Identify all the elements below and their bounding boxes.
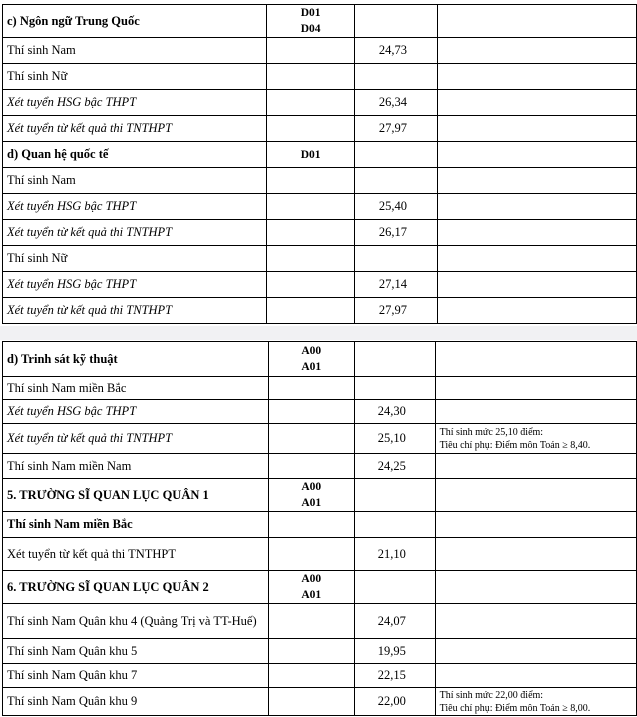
table-row bbox=[3, 342, 637, 377]
note-cell bbox=[437, 90, 637, 116]
note-line: Tiêu chí phụ: Điểm môn Toán ≥ 8,00. bbox=[439, 702, 591, 714]
note-cell bbox=[437, 194, 637, 220]
score-cell: 22,15 bbox=[354, 664, 435, 688]
note-cell bbox=[435, 538, 636, 571]
score-cell: 27,97 bbox=[355, 298, 437, 324]
score-cell: 26,34 bbox=[355, 90, 437, 116]
subject-code: D01 bbox=[300, 148, 321, 161]
subject-codes-cell bbox=[266, 142, 355, 168]
row-label: Thí sinh Nam Quân khu 4 (Quảng Trị và TT-Huế) bbox=[3, 604, 269, 639]
subject-codes-cell bbox=[266, 64, 355, 90]
note-cell bbox=[435, 571, 636, 604]
note-line: Thí sinh mức 22,00 điểm: bbox=[439, 689, 544, 701]
subject-codes-cell bbox=[268, 639, 354, 664]
subject-codes-cell bbox=[268, 664, 354, 688]
row-label: 5. TRƯỜNG SĨ QUAN LỤC QUÂN 1 bbox=[3, 479, 269, 512]
subject-codes-cell bbox=[268, 479, 354, 512]
note-cell bbox=[435, 688, 636, 716]
note-cell bbox=[435, 639, 636, 664]
subject-codes-cell bbox=[266, 90, 355, 116]
table-row bbox=[3, 38, 637, 64]
subject-code: A00 bbox=[301, 481, 322, 493]
score-cell bbox=[355, 142, 437, 168]
subject-code: A01 bbox=[301, 497, 322, 509]
table-row bbox=[3, 142, 637, 168]
subject-codes-cell bbox=[268, 377, 354, 400]
subject-codes-cell bbox=[266, 246, 355, 272]
table-row bbox=[3, 246, 637, 272]
row-label: d) Trinh sát kỹ thuật bbox=[3, 342, 269, 377]
note-cell bbox=[437, 246, 637, 272]
subject-codes-cell bbox=[268, 571, 354, 604]
table-row bbox=[3, 90, 637, 116]
note-cell bbox=[437, 168, 637, 194]
note-cell bbox=[435, 454, 636, 479]
row-label: Xét tuyển HSG bậc THPT bbox=[3, 400, 269, 424]
row-label: Xét tuyển HSG bậc THPT bbox=[3, 194, 267, 220]
score-cell: 24,25 bbox=[354, 454, 435, 479]
score-cell bbox=[355, 5, 437, 38]
note-cell bbox=[435, 664, 636, 688]
score-cell: 21,10 bbox=[354, 538, 435, 571]
note-cell bbox=[437, 298, 637, 324]
table-row bbox=[3, 298, 637, 324]
subject-codes-cell bbox=[266, 5, 355, 38]
subject-code: A00 bbox=[301, 345, 322, 357]
score-cell bbox=[355, 64, 437, 90]
subject-codes-cell bbox=[266, 272, 355, 298]
score-cell bbox=[354, 377, 435, 400]
note-cell bbox=[435, 604, 636, 639]
row-label: Thí sinh Nam bbox=[3, 168, 267, 194]
row-label: Thí sinh Nữ bbox=[3, 246, 267, 272]
row-label: Xét tuyển từ kết quả thi TNTHPT bbox=[3, 116, 267, 142]
row-label: Xét tuyển từ kết quả thi TNTHPT bbox=[3, 538, 269, 571]
note-cell bbox=[437, 38, 637, 64]
row-label: Thí sinh Nam miền Bắc bbox=[3, 512, 269, 538]
score-cell: 24,30 bbox=[354, 400, 435, 424]
table-row bbox=[3, 400, 637, 424]
subject-codes-cell bbox=[268, 400, 354, 424]
subject-codes-cell bbox=[266, 38, 355, 64]
score-cell bbox=[355, 168, 437, 194]
score-cell: 22,00 bbox=[354, 688, 435, 716]
score-cell: 19,95 bbox=[354, 639, 435, 664]
note-cell bbox=[435, 424, 636, 454]
table-row bbox=[3, 116, 637, 142]
row-label: c) Ngôn ngữ Trung Quốc bbox=[3, 5, 267, 38]
subject-codes-cell bbox=[268, 454, 354, 479]
table-row bbox=[3, 512, 637, 538]
note-cell bbox=[437, 5, 637, 38]
note-cell bbox=[437, 116, 637, 142]
row-label: Thí sinh Nữ bbox=[3, 64, 267, 90]
note-line: Thí sinh mức 25,10 điểm: bbox=[439, 426, 544, 438]
note-cell bbox=[435, 342, 636, 377]
page-gap bbox=[0, 326, 637, 340]
note-line: Tiêu chí phụ: Điểm môn Toán ≥ 8,40. bbox=[439, 439, 591, 451]
score-cell bbox=[354, 342, 435, 377]
note-cell bbox=[437, 272, 637, 298]
score-cell: 24,73 bbox=[355, 38, 437, 64]
subject-code: D01 bbox=[300, 7, 321, 19]
row-label: Xét tuyển từ kết quả thi TNTHPT bbox=[3, 298, 267, 324]
admission-table-lower bbox=[2, 341, 637, 716]
row-label: Thí sinh Nam Quân khu 9 bbox=[3, 688, 269, 716]
subject-codes-cell bbox=[266, 298, 355, 324]
row-label: Thí sinh Nam Quân khu 7 bbox=[3, 664, 269, 688]
table-row bbox=[3, 664, 637, 688]
table-row bbox=[3, 571, 637, 604]
row-label: d) Quan hệ quốc tế bbox=[3, 142, 267, 168]
table-row bbox=[3, 194, 637, 220]
table-row bbox=[3, 64, 637, 90]
note-cell bbox=[437, 64, 637, 90]
row-label: Thí sinh Nam miền Bắc bbox=[3, 377, 269, 400]
row-label: Thí sinh Nam Quân khu 5 bbox=[3, 639, 269, 664]
subject-codes-cell bbox=[268, 424, 354, 454]
table-row bbox=[3, 220, 637, 246]
score-cell: 27,97 bbox=[355, 116, 437, 142]
row-label: Thí sinh Nam bbox=[3, 38, 267, 64]
row-label: Xét tuyển HSG bậc THPT bbox=[3, 272, 267, 298]
table-row bbox=[3, 538, 637, 571]
note-cell bbox=[435, 377, 636, 400]
score-cell: 24,07 bbox=[354, 604, 435, 639]
note-cell bbox=[435, 400, 636, 424]
subject-codes-cell bbox=[268, 538, 354, 571]
subject-code: A01 bbox=[301, 589, 322, 601]
subject-code: D04 bbox=[300, 23, 321, 35]
score-cell: 25,10 bbox=[354, 424, 435, 454]
subject-codes-cell bbox=[266, 116, 355, 142]
row-label: Thí sinh Nam miền Nam bbox=[3, 454, 269, 479]
subject-codes-cell bbox=[268, 342, 354, 377]
note-cell bbox=[435, 479, 636, 512]
subject-codes-cell bbox=[268, 604, 354, 639]
table-row bbox=[3, 5, 637, 38]
score-cell: 25,40 bbox=[355, 194, 437, 220]
score-cell bbox=[354, 571, 435, 604]
subject-codes-cell bbox=[268, 688, 354, 716]
subject-codes-cell bbox=[266, 220, 355, 246]
table-row bbox=[3, 604, 637, 639]
subject-codes-cell bbox=[268, 512, 354, 538]
score-cell bbox=[354, 512, 435, 538]
table-row bbox=[3, 272, 637, 298]
table-row bbox=[3, 479, 637, 512]
score-cell: 27,14 bbox=[355, 272, 437, 298]
row-label: Xét tuyển từ kết quả thi TNTHPT bbox=[3, 220, 267, 246]
row-label: 6. TRƯỜNG SĨ QUAN LỤC QUÂN 2 bbox=[3, 571, 269, 604]
table-row bbox=[3, 168, 637, 194]
note-cell bbox=[437, 220, 637, 246]
subject-code: A00 bbox=[301, 573, 322, 585]
table-row bbox=[3, 454, 637, 479]
admission-table-upper bbox=[2, 4, 637, 324]
score-cell bbox=[354, 479, 435, 512]
table-row bbox=[3, 377, 637, 400]
table-row bbox=[3, 688, 637, 716]
table-row bbox=[3, 639, 637, 664]
subject-code: A01 bbox=[301, 361, 322, 373]
note-cell bbox=[435, 512, 636, 538]
table-row bbox=[3, 424, 637, 454]
subject-codes-cell bbox=[266, 168, 355, 194]
row-label: Xét tuyển HSG bậc THPT bbox=[3, 90, 267, 116]
score-cell: 26,17 bbox=[355, 220, 437, 246]
score-cell bbox=[355, 246, 437, 272]
subject-codes-cell bbox=[266, 194, 355, 220]
note-cell bbox=[437, 142, 637, 168]
row-label: Xét tuyển từ kết quả thi TNTHPT bbox=[3, 424, 269, 454]
